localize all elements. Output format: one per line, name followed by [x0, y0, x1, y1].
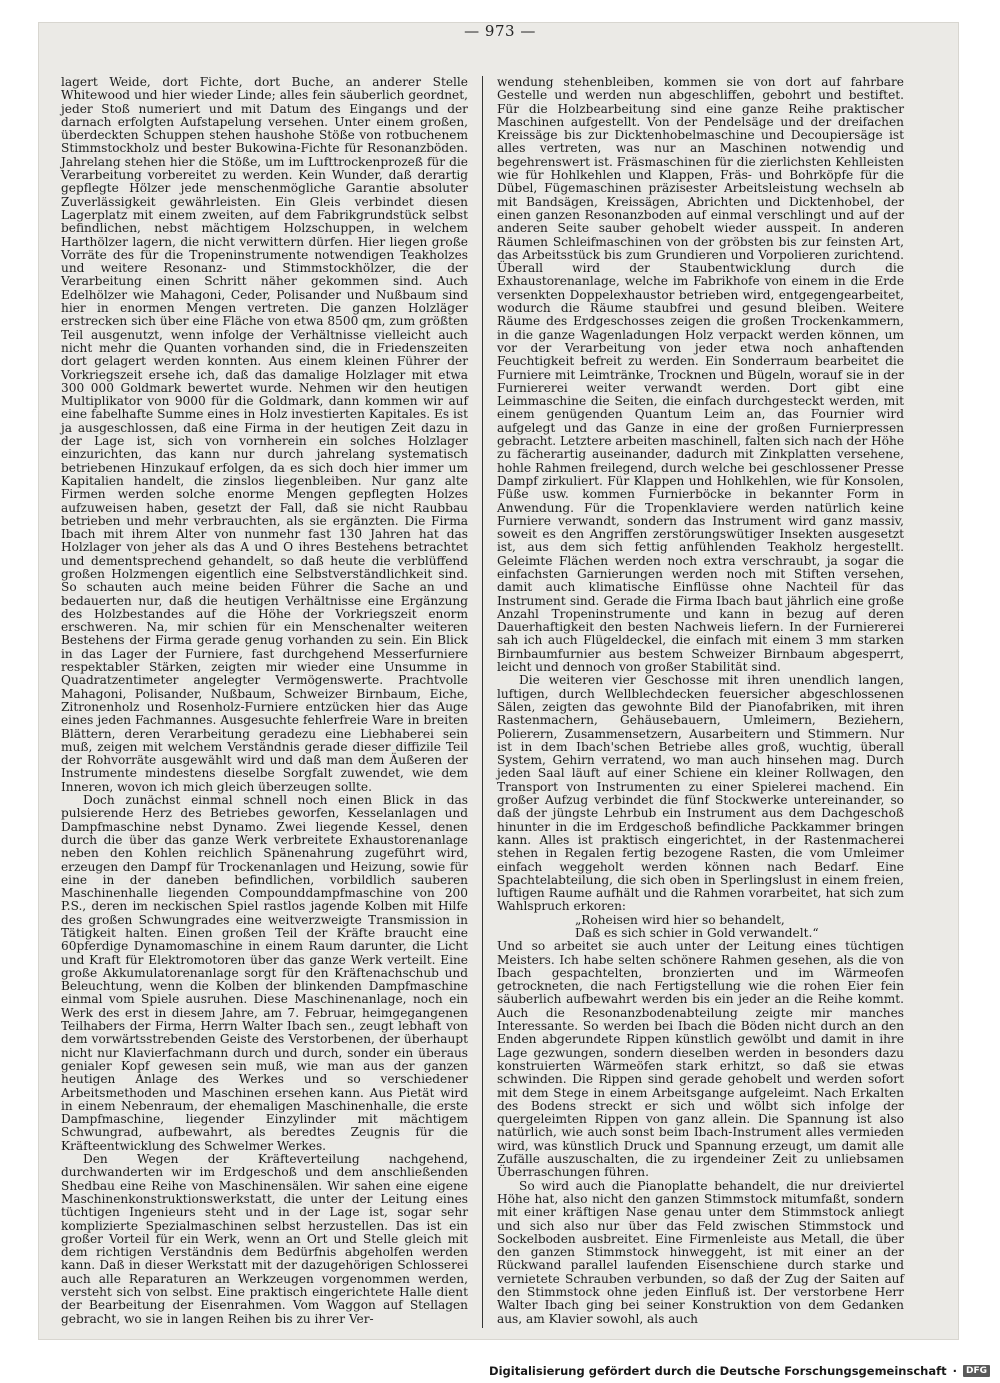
left-text-column	[61, 76, 468, 1326]
paragraph: Doch zunächst einmal schnell noch einen Blick in das pulsierende Herz des Betriebes geworfen, Kesselanlagen und Dampfmaschine nebst Dynamo. Zwei liegende Kessel, denen durch die über das ganze Werk verbreitete Exhaustorenanlage neben den Kohlen reichlich Spänenahrung zugeführt wird, erzeugen den Dampf für Trockenanlagen und Heizung, sowie für eine in der daneben befindlichen, vorbildlich sauberen Maschinenhalle liegenden Compounddampfmaschine von 200 P.S., deren im neckischen Spiel rastlos jagende Kolben mit Hilfe des großen Schwungrades eine weitverzweigte Transmission in Tätigkeit halten. Einen großen Teil der Kräfte braucht eine 60pferdige Dynamomaschine in einem Raum darunter, die Licht und Kraft für Elektromotoren über das ganze Werk verteilt. Eine große Akkumulatorenanlage sorgt für den Kräftenachschub und Beleuchtung, wenn die Kolben der blinkenden Dampfmaschine einmal vom Spiele ausruhen. Diese Maschinenanlage, noch ein Werk des erst in diesem Jahre, am 7. Februar, heimgegangenen Teilhabers der Firma, Herrn Walter Ibach sen., zeugt lebhaft von dem vorwärtsstrebenden Geiste des Verstorbenen, der überhaupt nicht nur Klavierfachmann durch und durch, sonder ein überaus genialer Kopf gewesen sein muß, wie man aus der ganzen heutigen Anlage des Werkes und so verschiedener Arbeitsmethoden und Maschinen ersehen kann. Aus Pietät wird in einem Nebenraum, der ehemaligen Maschinenhalle, die erste Dampfmaschine, liegender Einzylinder mit mächtigem Schwungrad, aufbewahrt, als beredtes Zeugnis für die Kräfteentwicklung des Schwelmer Werkes.	[61, 793, 468, 1153]
digitization-footer	[489, 1364, 990, 1378]
page-number-header: — 973 —	[464, 22, 536, 40]
paragraph: Die weiteren vier Geschosse mit ihren unendlich langen, luftigen, durch Wellblechdecken feuersicher abgeschlossenen Sälen, zeigten das gewohnte Bild der Pianofabriken, mit ihren Rastenmachern, Gehäusebauern, Umleimern, Beziehern, Polierern, Zusammensetzern, Ausarbeitern und Stimmern. Nur ist in dem Ibach'schen Betriebe alles groß, wuchtig, überall System, Gehirn verratend, wo man auch hinsehen mag. Durch jeden Saal läuft auf einer Schiene ein kleiner Rollwagen, den Transport von Instrumenten zu einer Spielerei machend. Ein großer Aufzug verbindet die fünf Stockwerke untereinander, so daß der jüngste Lehrbub ein Instrument aus dem Dachgeschoß hinunter in die im Erdgeschoß befindliche Packkammer bringen kann. Alles ist praktisch eingerichtet, in der Rastenmacherei stehen in Regalen fertig bezogene Rasten, die vom Umleimer einfach weggeholt werden können nach Bedarf. Eine Spachtelabteilung, die sich oben in Sperlingslust in einem freien, luftigen Raume aufhält und die Rahmen vorarbeitet, hat sich zum Wahlspruch erkoren:	[497, 673, 904, 914]
verse-line: Daß es sich schier in Gold verwandelt.“	[575, 926, 819, 940]
paragraph: Und so arbeitet sie auch unter der Leitung eines tüchtigen Meisters. Ich habe selten schönere Rahmen gesehen, als die von Ibach gespachtelten, bronzierten und im Wärmeofen getrockneten, die nach Fertigstellung wie die rohen Eier fein säuberlich aufbewahrt werden bis ein jeder an die Reihe kommt. Auch die Resonanzbodenabteilung zeigte mir manches Interessante. So werden bei Ibach die Böden nicht durch an den Enden abgerundete Rippen künstlich gewölbt und damit in ihre Lage gezwungen, sondern dieselben werden in besonders dazu konstruierten Wärmeöfen stark erhitzt, so daß sie etwas schwinden. Die Rippen sind gerade gehobelt und werden sofort mit dem Stege in einem Arbeitsgange aufgeleimt. Nach Erkalten des Bodens streckt er sich und wölbt sich infolge der quergeleimten Rippen von ganz allein. Die Spannung ist also natürlich, wie auch sonst beim Ibach-Instrument alles vermieden wird, was künstlich Druck und Spannung erzeugt, um damit alle Zufälle auszuschalten, die zu irgendeiner Zeit zu unliebsamen Überraschungen führen.	[497, 939, 904, 1180]
right-text-column	[497, 76, 904, 1326]
paragraph: lagert Weide, dort Fichte, dort Buche, an anderer Stelle Whitewood und hier wieder Linde; alles fein säuberlich geordnet, jeder Stoß numeriert und mit Datum des Eingangs und der darnach erfolgten Aufstapelung versehen. Unter einem großen, überdeckten Schuppen stehen haushohe Stöße von rotbuchenem Stimmstockholz und bester Bukowina-Fichte für Resonanzböden. Jahrelang stehen hier die Stöße, um im Lufttrockenprozeß für die Verarbeitung vorbereitet zu werden. Kein Wunder, daß derartig gepflegte Hölzer jede menschenmögliche Garantie absoluter Zuverlässigkeit gewährleisten. Ein Gleis verbindet diesen Lagerplatz mit einem zweiten, auf dem Fabrikgrundstück selbst befindlichen, nebst mächtigem Holzschuppen, in welchem Harthölzer lagern, die nicht verwittern dürfen. Hier liegen große Vorräte des für die Tropeninstrumente notwendigen Teakholzes und weitere Resonanz- und Stimmstockhölzer, die der Verarbeitung einen Schritt näher gekommen sind. Auch Edelhölzer wie Mahagoni, Ceder, Polisander und Nußbaum sind hier in enormen Mengen vertreten. Die ganzen Holzläger erstrecken sich über eine Fläche von etwa 8500 qm, zum größten Teil ausgenutzt, wenn infolge der Verhältnisse vielleicht auch nicht mehr die Quanten vorhanden sind, die in Friedenszeiten dort gelagert werden konnten. Aus einem kleinen Führer der Vorkriegszeit ersehe ich, daß das damalige Holzlager mit etwa 300 000 Goldmark bewertet wurde. Nehmen wir den heutigen Multiplikator von 9000 für die Goldmark, dann kommen wir auf eine fabelhafte Summe eines in Holz investierten Kapitales. Es ist ja ausgeschlossen, daß eine Firma in der heutigen Zeit dazu in der Lage ist, sich von vornherein ein solches Holzlager einzurichten, das kann nur durch jahrelang systematisch betriebenen Hinzukauf erfolgen, da es sich doch hier immer um Kapitalien handelt, die zinslos liegenbleiben. Nur ganz alte Firmen werden solche enorme Mengen gepflegten Holzes aufzuweisen haben, gesetzt der Fall, daß sie nicht Raubbau betrieben und mehr verbrauchten, als sie ergänzten. Die Firma Ibach mit ihrem Alter von nunmehr fast 130 Jahren hat das Holzlager von jeher als das A und O ihres Bestehens betrachtet und dementsprechend gehandelt, so daß heute die verblüffend großen Holzmengen eigentlich eine Selbstverständlichkeit sind. So schauten auch meine beiden Führer die Sache an und bedauerten nur, daß die heutigen Verhältnisse eine Ergänzung des Holzbestandes auf die Höhe der Vorkriegszeit enorm erschweren. Na, mir schien für ein Menschenalter weiteren Bestehens der Firma gerade genug vorhanden zu sein. Ein Blick in das Lager der Furniere, fast durchgehend Messerfurniere respektabler Stärken, zeigten mir wieder eine Unsumme in Quadratzentimeter angelegter Vermögenswerte. Prachtvolle Mahagoni, Polisander, Nußbaum, Schweizer Birnbaum, Eiche, Zitronenholz und Rosenholz-Furniere entzücken hier das Auge eines jeden Fachmannes. Ausgesuchte fehlerfreie Ware in breiten Blättern, deren Verarbeitung geradezu eine Liebhaberei sein muß, zeigen mit welchem Verständnis gerade dieser diffizile Teil der Rohvorräte ausgewählt wird und daß man dem Äußeren der Instrumente mindestens dieselbe Sorgfalt zuwendet, wie dem Inneren, wovon ich mich gleich überzeugen sollte.	[61, 75, 468, 794]
paragraph: Den Wegen der Kräfteverteilung nachgehend, durchwanderten wir im Erdgeschoß und dem anschließenden Shedbau eine Reihe von Maschinensälen. Wir sahen eine eigene Maschinenkonstruktionswerkstatt, die unter der Leitung eines tüchtigen Ingenieurs steht und in der Lage ist, sogar sehr komplizierte Spezialmaschinen selbst herzustellen. Das ist ein großer Vorteil für ein Werk, wenn an Ort und Stelle gleich mit dem richtigen Verständnis dem Bedürfnis abgeholfen werden kann. Daß in dieser Werkstatt mit der dazugehörigen Schlosserei auch alle Reparaturen an Werkzeugen vorgenommen werden, versteht sich von selbst. Eine praktisch eingerichtete Halle dient der Bearbeitung der Eisenrahmen. Vom Waggon auf Stellagen gebracht, wo sie in langen Reihen bis zu ihrer Ver-	[61, 1152, 468, 1326]
footer-text: Digitalisierung gefördert durch die Deutsche Forschungsgemeinschaft	[489, 1364, 947, 1378]
paragraph: wendung stehenbleiben, kommen sie von dort auf fahrbare Gestelle und werden nun abgeschliffen, gebohrt und bestiftet. Für die Holzbearbeitung sind eine ganze Reihe praktischer Maschinen aufgestellt. Von der Pendelsäge und der dreifachen Kreissäge bis zur Dicktenhobelmaschine und Decoupiersäge ist alles vertreten, was nur an Maschinen notwendig und begehrenswert ist. Fräsmaschinen für die zierlichsten Kehlleisten wie für Hohlkehlen und Klappen, Fräs- und Bohrköpfe für die Dübel, Fügemaschinen präzisester Arbeitsleistung wechseln ab mit Bandsägen, Kreissägen, Abrichten und Dicktenhobel, der einen ganzen Resonanzboden auf einmal verschlingt und auf der anderen Seite sauber gehobelt wieder ausspeit. In anderen Räumen Schleifmaschinen von der gröbsten bis zur feinsten Art, das Arbeitsstück bis zum Grundieren und Vorpolieren zurichtend. Überall wird der Staubentwicklung durch die Exhaustorenanlage, welche im Fabrikhofe von einem in die Erde versenkten Doppelexhaustor betrieben wird, entgegengearbeitet, wodurch die Räume staubfrei und gesund bleiben. Weitere Räume des Erdgeschosses zeigen die großen Trockenkammern, in die ganze Wagenladungen Holz verpackt werden können, um vor der Verarbeitung von jeder etwa noch anhaftenden Feuchtigkeit befreit zu werden. Ein Sonderraum bearbeitet die Furniere mit Leimtränke, Trocknen und Bügeln, worauf sie in der Furniererei weiter verwandt werden. Dort gibt eine Leimmaschine die Seiten, die einfach durchgesteckt werden, mit einem genügenden Quantum Leim an, das Fournier wird aufgelegt und das Ganze in eine der großen Furnierpressen gebracht. Letztere arbeiten maschinell, falten sich nach der Höhe zu fächerartig auseinander, dadurch mit Zinkplatten versehene, hohle Rahmen freilegend, durch welche bei geschlossener Presse Dampf zirkuliert. Für Klappen und Hohlkehlen, wie für Konsolen, Füße usw. kommen Furnierböcke in bekannter Form in Anwendung. Für die Tropenklaviere werden natürlich keine Furniere verwandt, sondern das Instrument wird ganz massiv, soweit es den Angriffen zerstörungswütiger Insekten ausgesetzt ist, aus dem sich fettig anfühlenden Teakholz hergestellt. Geleimte Flächen werden noch extra verschraubt, ja sogar die einfachsten Garnierungen werden noch mit Stiften versehen, damit auch klimatische Einflüsse ohne Nachteil für das Instrument sind. Gerade die Firma Ibach baut jährlich eine große Anzahl Tropeninstrumente und kann in bezug auf deren Dauerhaftigkeit den besten Nachweis liefern. In der Furniererei sah ich auch Flügeldeckel, die einfach mit einem 3 mm starken Birnbaumfurnier aus bestem Schweizer Birnbaum abgesperrt, leicht und dennoch von großer Stabilität sind.	[497, 75, 905, 675]
verse-line: „Roheisen wird hier so behandelt,	[575, 912, 785, 927]
footer-separator: ·	[952, 1364, 957, 1378]
paragraph: So wird auch die Pianoplatte behandelt, die nur dreiviertel Höhe hat, also nicht den ganzen Stimmstock mitumfaßt, sondern mit einer kräftigen Nase genau unter dem Stimmstock anliegt und sich also nur über das Feld zwischen Stimmstock und Sockelboden ausbreitet. Eine Firmenleiste aus Metall, die über den ganzen Stimmstock hinweggeht, ist mit einer an der Rückwand parallel laufenden Eisenschiene durch starke und vernietete Schrauben verbunden, so daß der Zug der Saiten auf den Stimmstock ohne jeden Einfluß ist. Der verstorbene Herr Walter Ibach ging bei seiner Konstruktion von dem Gedanken aus, am Klavier sowohl, als auch	[497, 1178, 904, 1326]
column-divider	[482, 76, 483, 1328]
dfg-logo-icon: DFG	[963, 1365, 990, 1377]
